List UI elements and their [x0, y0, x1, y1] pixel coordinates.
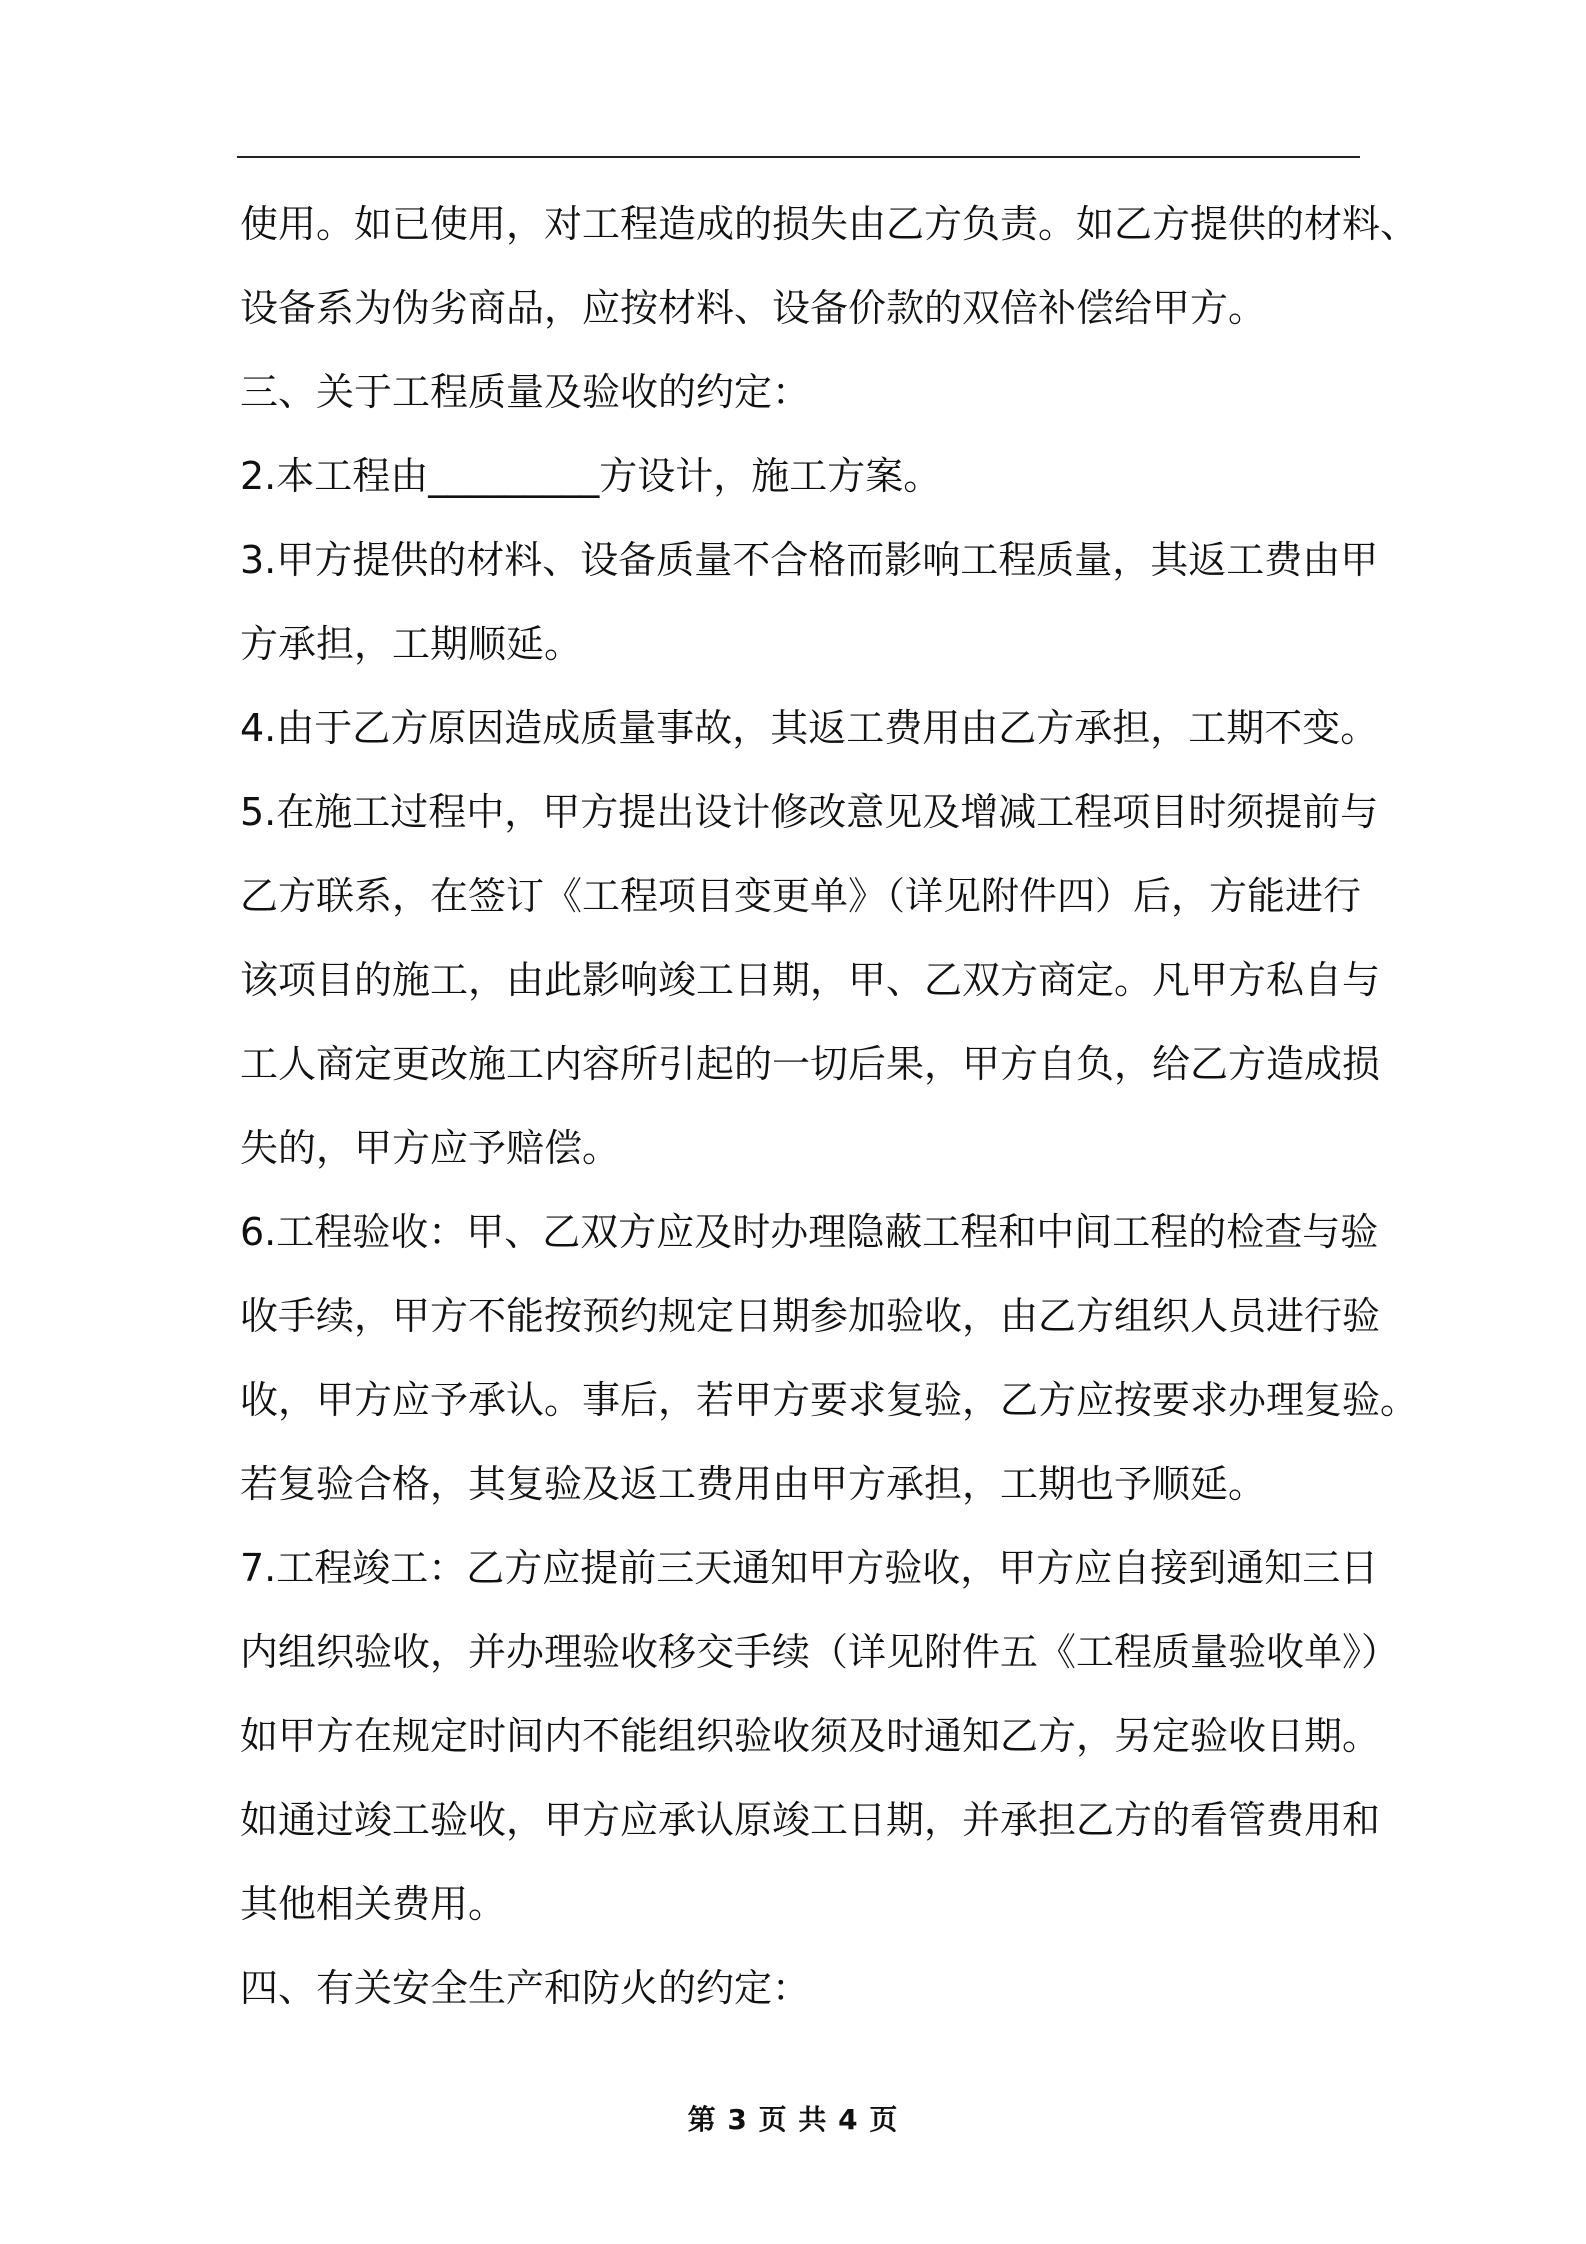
header-rule — [237, 156, 1360, 158]
contract-body — [240, 182, 1419, 2030]
text-line: 使用。如已使用，对工程造成的损失由乙方负责。如乙方提供的材料、 — [240, 202, 1419, 246]
clause-7: 7.工程竣工：乙方应提前三天通知甲方验收，甲方应自接到通知三日 — [240, 1546, 1379, 1590]
text-line: 该项目的施工，由此影响竣工日期，甲、乙双方商定。凡甲方私自与 — [240, 958, 1381, 1002]
text-line: 失的，甲方应予赔偿。 — [240, 1126, 621, 1170]
text-line: 设备系为伪劣商品，应按材料、设备价款的双倍补偿给甲方。 — [240, 286, 1267, 330]
clause-5: 5.在施工过程中，甲方提出设计修改意见及增减工程项目时须提前与 — [240, 790, 1379, 834]
text-line: 内组织验收，并办理验收移交手续（详见附件五《工程质量验收单》） — [240, 1630, 1400, 1674]
clause-2: 2.本工程由_________方设计，施工方案。 — [240, 454, 942, 498]
text-line: 其他相关费用。 — [240, 1882, 507, 1926]
clause-4: 4.由于乙方原因造成质量事故，其返工费用由乙方承担，工期不变。 — [240, 706, 1379, 750]
text-line: 若复验合格，其复验及返工费用由甲方承担，工期也予顺延。 — [240, 1462, 1267, 1506]
text-line: 如通过竣工验收，甲方应承认原竣工日期，并承担乙方的看管费用和 — [240, 1798, 1381, 1842]
text-line: 收，甲方应予承认。事后，若甲方要求复验，乙方应按要求办理复验。 — [240, 1378, 1419, 1422]
section-heading-quality: 三、关于工程质量及验收的约定： — [240, 370, 811, 414]
text-line: 方承担，工期顺延。 — [240, 622, 583, 666]
page-number-footer: 第 3 页 共 4 页 — [687, 2103, 899, 2136]
text-line: 如甲方在规定时间内不能组织验收须及时通知乙方，另定验收日期。 — [240, 1714, 1381, 1758]
section-heading-safety: 四、有关安全生产和防火的约定： — [240, 1966, 811, 2010]
text-line: 乙方联系，在签订《工程项目变更单》（详见附件四）后，方能进行 — [240, 874, 1362, 918]
clause-3: 3.甲方提供的材料、设备质量不合格而影响工程质量，其返工费由甲 — [240, 538, 1379, 582]
text-line: 工人商定更改施工内容所引起的一切后果，甲方自负，给乙方造成损 — [240, 1042, 1381, 1086]
clause-6: 6.工程验收：甲、乙双方应及时办理隐蔽工程和中间工程的检查与验 — [240, 1210, 1379, 1254]
text-line: 收手续，甲方不能按预约规定日期参加验收，由乙方组织人员进行验 — [240, 1294, 1381, 1338]
